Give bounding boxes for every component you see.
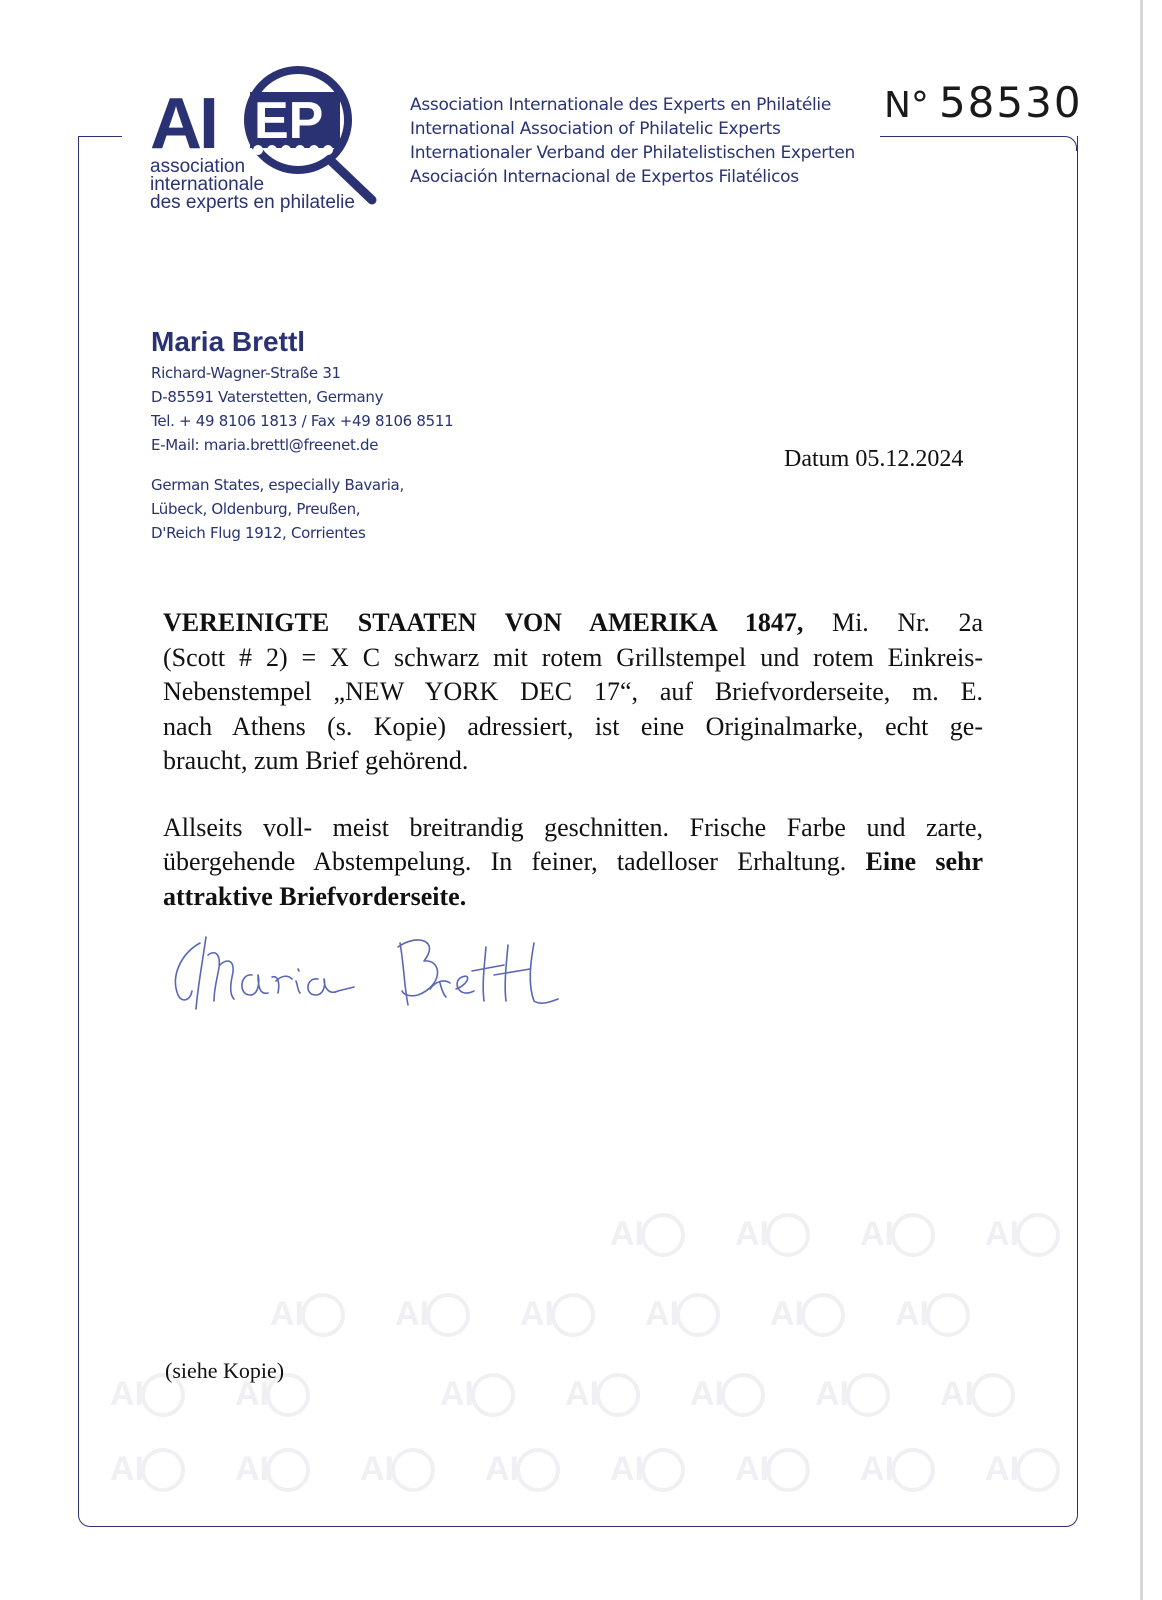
svg-text:AI: AI	[485, 1450, 519, 1488]
description-line	[163, 845, 983, 880]
svg-text:AI: AI	[360, 1450, 394, 1488]
description-paragraph-2	[163, 811, 983, 915]
svg-text:AI: AI	[110, 1375, 144, 1413]
certificate-number	[884, 78, 1083, 127]
svg-text:AI: AI	[770, 1295, 804, 1333]
description-line: nach Athens (s. Kopie) adressiert, ist eine Originalmarke, echt ge-	[163, 711, 983, 741]
logo-caption-line: des experts en philatelie	[150, 192, 355, 213]
expert-city: D-85591 Vaterstetten, Germany	[151, 388, 384, 406]
expert-specialty: D'Reich Flug 1912, Corrientes	[151, 524, 366, 542]
description-line: braucht, zum Brief gehörend.	[163, 746, 469, 775]
expert-specialty: Lübeck, Oldenburg, Preußen,	[151, 500, 361, 518]
description-line	[163, 880, 983, 915]
certificate-date: Datum 05.12.2024	[784, 446, 964, 472]
association-names	[410, 93, 855, 189]
stamp-title: VEREINIGTE STAATEN VON AMERIKA 1847,	[163, 608, 804, 637]
expert-name: Maria Brettl	[151, 326, 306, 357]
description-emphasis: Eine sehr	[865, 847, 983, 876]
logo-caption	[150, 158, 355, 212]
svg-text:AI: AI	[610, 1450, 644, 1488]
svg-text:EP: EP	[254, 92, 324, 150]
description-paragraph-1	[163, 606, 983, 779]
certificate-description	[163, 606, 983, 914]
expert-email: E-Mail: maria.brettl@freenet.de	[151, 436, 379, 454]
svg-text:AI: AI	[270, 1295, 304, 1333]
description-line	[163, 606, 983, 641]
background-watermark	[100, 1140, 1060, 1510]
description-line: Allseits voll- meist breitrandig geschnitten. Frische Farbe und zarte,	[163, 812, 983, 842]
svg-text:AI: AI	[985, 1450, 1019, 1488]
svg-text:AI: AI	[940, 1375, 974, 1413]
svg-text:AI: AI	[150, 84, 216, 164]
description-line: Nebenstempel „NEW YORK DEC 17“, auf Briefvorderseite, m. E.	[163, 677, 983, 706]
expert-specialty: German States, especially Bavaria,	[151, 476, 404, 494]
expert-phone: Tel. + 49 8106 1813 / Fax +49 8106 8511	[151, 412, 454, 430]
svg-text:AI: AI	[645, 1295, 679, 1333]
certificate-number-value: 58530	[938, 78, 1083, 127]
svg-text:AI: AI	[735, 1215, 769, 1253]
description-emphasis: attraktive Briefvorderseite.	[163, 881, 467, 911]
certificate-number-prefix: N°	[884, 85, 929, 126]
svg-text:AI: AI	[735, 1450, 769, 1488]
copy-note: (siehe Kopie)	[165, 1358, 285, 1383]
association-name-es: Asociación Internacional de Expertos Filatélicos	[410, 167, 799, 187]
description-text: Mi. Nr. 2a	[803, 608, 983, 637]
svg-text:AI: AI	[895, 1295, 929, 1333]
expert-street: Richard-Wagner-Straße 31	[151, 364, 341, 382]
svg-text:AI: AI	[815, 1375, 849, 1413]
frame-top-left-line	[78, 136, 122, 137]
svg-text:AI: AI	[440, 1375, 474, 1413]
svg-text:AI: AI	[235, 1450, 269, 1488]
svg-text:AI: AI	[395, 1295, 429, 1333]
expert-block	[151, 325, 453, 545]
frame-top-right-line	[880, 136, 1077, 151]
description-text: übergehende Abstempelung. In feiner, tadelloser Erhaltung.	[163, 847, 866, 876]
logo-caption-line: association	[150, 156, 246, 177]
svg-text:AI: AI	[690, 1375, 724, 1413]
association-name-en: International Association of Philatelic Experts	[410, 119, 781, 139]
logo-caption-line: internationale	[150, 174, 265, 195]
scan-edge	[1140, 0, 1143, 1600]
association-name-de: Internationaler Verband der Philatelistischen Experten	[410, 143, 855, 163]
svg-text:AI: AI	[565, 1375, 599, 1413]
svg-text:AI: AI	[110, 1450, 144, 1488]
svg-text:AI: AI	[610, 1215, 644, 1253]
expert-signature	[168, 925, 578, 1025]
svg-text:AI: AI	[860, 1450, 894, 1488]
description-line: (Scott # 2) = X C schwarz mit rotem Grillstempel und rotem Einkreis-	[163, 642, 983, 672]
svg-text:AI: AI	[520, 1295, 554, 1333]
svg-text:AI: AI	[235, 1375, 269, 1413]
svg-text:AI: AI	[860, 1215, 894, 1253]
svg-text:AI: AI	[985, 1215, 1019, 1253]
association-name-fr: Association Internationale des Experts en Philatélie	[410, 95, 831, 115]
